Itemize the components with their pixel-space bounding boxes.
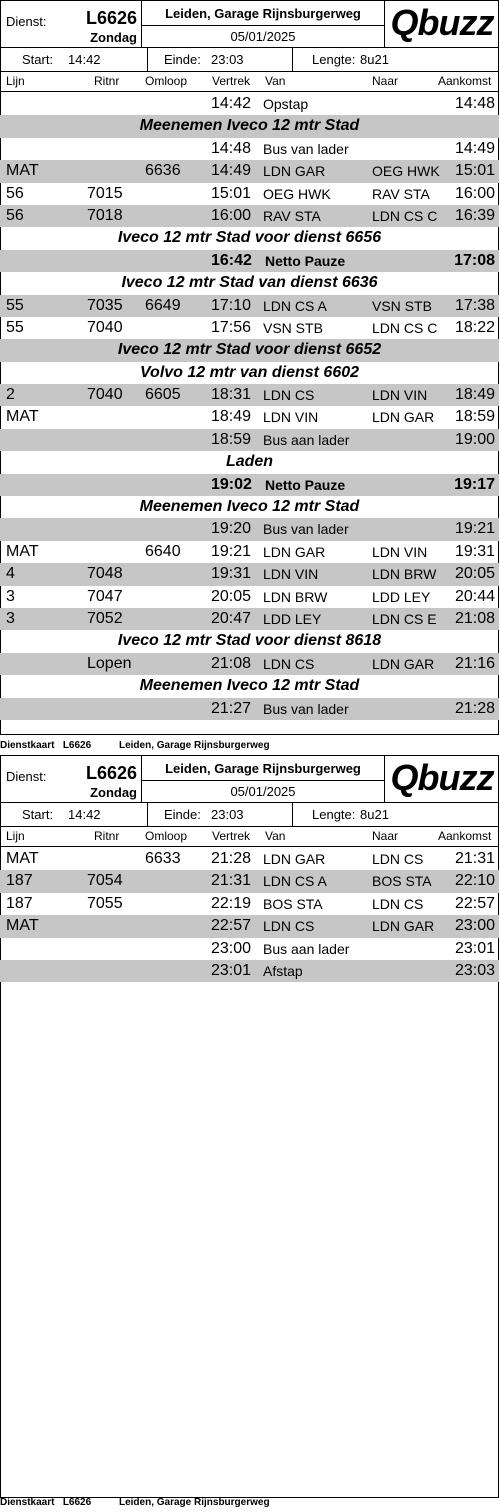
cell-aankomst: 21:16 (454, 654, 495, 672)
cell-naar: OEG HWK (372, 163, 440, 180)
cell-vertrek: 15:01 (211, 184, 252, 202)
section-title-row (0, 451, 499, 473)
footer-page-1 (0, 740, 270, 751)
section-title-row (0, 362, 499, 384)
pause-row (0, 250, 499, 272)
section-title-row (0, 675, 499, 697)
dienst-day: Zondag (90, 30, 137, 45)
cell-omloop: 6649 (145, 296, 181, 314)
cell-vertrek: 22:57 (211, 917, 252, 935)
duty-sheet-page-1 (0, 0, 499, 735)
cell-van: LDN GAR (263, 163, 326, 180)
section-title: Volvo 12 mtr van dienst 6602 (139, 363, 360, 381)
cell-vertrek: 22:19 (211, 894, 252, 912)
start-label: Start: (22, 52, 54, 67)
cell-ritnr: 7055 (87, 894, 123, 912)
cell-ritnr: 7015 (87, 184, 123, 202)
dienst-label: Dienst: (6, 14, 47, 29)
times-bar (0, 803, 499, 827)
cell-aankomst: 14:48 (454, 95, 495, 112)
pause-end: 19:17 (454, 475, 495, 493)
cell-vertrek: 19:20 (211, 520, 252, 538)
cell-naar: VSN STB (372, 297, 432, 314)
trip-row (0, 317, 499, 339)
cell-van: LDN CS (263, 918, 315, 935)
dienst-code: L6626 (85, 763, 137, 783)
cell-van: VSN STB (263, 319, 323, 336)
pause-label: Netto Pauze (265, 476, 346, 493)
trip-row (0, 183, 499, 205)
cell-aankomst: 23:01 (454, 939, 495, 957)
cell-van: LDD LEY (263, 610, 322, 627)
garage-cell (142, 0, 385, 47)
cell-aankomst: 19:21 (454, 520, 495, 538)
times-bar (0, 48, 499, 72)
col-aankomst: Aankomst (438, 829, 492, 843)
cell-van: BOS STA (263, 895, 323, 912)
trip-row (0, 915, 499, 937)
einde-time: 23:03 (211, 807, 244, 822)
col-naar: Naar (372, 829, 399, 843)
trip-row (0, 384, 499, 406)
cell-vertrek: 21:28 (211, 850, 252, 867)
cell-vertrek: 16:00 (211, 206, 252, 224)
cell-lijn: 55 (6, 318, 24, 336)
cell-vertrek: 17:10 (211, 296, 252, 314)
section-title-row (0, 630, 499, 652)
trip-row (0, 93, 499, 115)
dienst-day: Zondag (90, 785, 137, 800)
cell-omloop: 6633 (145, 850, 181, 867)
duty-sheet-page-2 (0, 755, 499, 1498)
section-title: Laden (225, 453, 274, 471)
cell-van: LDN CS A (263, 873, 327, 890)
section-title: Iveco 12 mtr Stad voor dienst 6656 (117, 229, 382, 247)
trip-row (0, 608, 499, 630)
cell-van: Bus van lader (263, 140, 349, 157)
cell-lijn: 2 (6, 386, 15, 404)
pause-row (0, 474, 499, 496)
cell-aankomst: 22:57 (454, 894, 495, 912)
cell-van: OEG HWK (263, 185, 331, 202)
cell-ritnr: 7035 (87, 296, 123, 314)
lengte-label: Lengte: (312, 52, 356, 67)
cell-van: Bus van lader (263, 521, 349, 538)
cell-aankomst: 23:00 (454, 917, 495, 935)
cell-aankomst: 18:49 (454, 386, 495, 404)
cell-naar: BOS STA (372, 873, 432, 890)
cell-naar: LDN GAR (372, 409, 435, 426)
col-ritnr: Ritnr (94, 829, 120, 843)
cell-naar: LDN CS C (372, 319, 438, 336)
trip-row (0, 893, 499, 915)
section-title: Iveco 12 mtr Stad voor dienst 8618 (117, 632, 382, 650)
pause-start: 16:42 (211, 251, 252, 269)
col-omloop: Omloop (145, 74, 188, 88)
trip-row (0, 563, 499, 585)
cell-van: Bus aan lader (263, 431, 350, 448)
cell-naar: LDD LEY (372, 588, 431, 605)
cell-ritnr: 7040 (87, 318, 123, 336)
cell-naar: LDN CS E (372, 610, 437, 627)
col-lijn: Lijn (6, 829, 25, 843)
cell-vertrek: 14:49 (211, 162, 252, 180)
col-van: Van (265, 74, 286, 88)
divider (292, 48, 293, 71)
cell-van: RAV STA (263, 207, 321, 224)
cell-van: LDN GAR (263, 851, 326, 867)
sheet-header (0, 755, 499, 803)
cell-lijn: 56 (6, 206, 24, 224)
cell-ritnr: 7052 (87, 609, 123, 627)
cell-naar: LDN VIN (372, 387, 428, 404)
footer-garage: Leiden, Garage Rijnsburgerweg (118, 1497, 270, 1508)
trip-row (0, 698, 499, 720)
cell-vertrek: 18:49 (211, 408, 252, 426)
start-time: 14:42 (68, 807, 101, 822)
trip-row (0, 429, 499, 451)
footer-garage: Leiden, Garage Rijnsburgerweg (118, 740, 270, 751)
cell-vertrek: 23:00 (211, 939, 252, 957)
footer-code: L6626 (62, 740, 92, 751)
section-title: Iveco 12 mtr Stad voor dienst 6652 (117, 341, 382, 359)
cell-van: Opstap (263, 96, 309, 112)
section-title: Meenemen Iveco 12 mtr Stad (139, 117, 360, 135)
cell-lijn: MAT (6, 408, 39, 426)
section-title-row (0, 227, 499, 249)
cell-aankomst: 18:59 (454, 408, 495, 426)
cell-van: LDN VIN (263, 566, 319, 583)
cell-lijn: 187 (6, 872, 33, 890)
cell-aankomst: 15:01 (454, 162, 495, 180)
footer-label: Dienstkaart (0, 740, 55, 751)
einde-label: Einde: (164, 52, 201, 67)
col-naar: Naar (372, 74, 399, 88)
divider (142, 780, 384, 781)
cell-vertrek: 20:05 (211, 587, 252, 605)
cell-naar: LDN GAR (372, 655, 435, 672)
cell-van: Afstap (263, 962, 303, 979)
cell-omloop: 6605 (145, 386, 181, 404)
cell-omloop: 6640 (145, 542, 181, 560)
cell-ritnr: Lopen (87, 654, 132, 672)
lengte-value: 8u21 (360, 807, 389, 822)
cell-aankomst: 22:10 (454, 872, 495, 890)
col-vertrek: Vertrek (212, 74, 251, 88)
cell-aankomst: 20:05 (454, 565, 495, 583)
cell-vertrek: 18:31 (211, 386, 252, 404)
sheet-header (0, 0, 499, 48)
cell-aankomst: 14:49 (454, 139, 495, 157)
cell-vertrek: 19:21 (211, 542, 252, 560)
cell-van: LDN GAR (263, 543, 326, 560)
section-title: Meenemen Iveco 12 mtr Stad (139, 677, 360, 695)
einde-label: Einde: (164, 807, 201, 822)
cell-van: LDN CS (263, 387, 315, 404)
cell-ritnr: 7048 (87, 565, 123, 583)
cell-aankomst: 18:22 (454, 318, 495, 336)
duty-rows (0, 93, 499, 720)
section-title-row (0, 496, 499, 518)
cell-aankomst: 19:31 (454, 542, 495, 560)
garage-cell (142, 755, 385, 802)
trip-row (0, 848, 499, 870)
cell-van: LDN BRW (263, 588, 328, 605)
cell-naar: LDN CS (372, 851, 424, 867)
cell-vertrek: 21:27 (211, 699, 252, 717)
col-aankomst: Aankomst (438, 74, 492, 88)
lengte-label: Lengte: (312, 807, 356, 822)
divider (147, 48, 148, 71)
cell-aankomst: 21:08 (454, 609, 495, 627)
logo-cell (385, 0, 499, 47)
divider (292, 803, 293, 826)
cell-van: LDN VIN (263, 409, 319, 426)
trip-row (0, 295, 499, 317)
cell-vertrek: 18:59 (211, 430, 252, 448)
col-lijn: Lijn (6, 74, 25, 88)
trip-row (0, 586, 499, 608)
col-van: Van (265, 829, 286, 843)
footer-label: Dienstkaart (0, 1497, 55, 1508)
cell-van: LDN CS (263, 655, 315, 672)
trip-row (0, 653, 499, 675)
lengte-value: 8u21 (360, 52, 389, 67)
cell-vertrek: 17:56 (211, 318, 252, 336)
cell-naar: LDN VIN (372, 543, 428, 560)
service-date: 05/01/2025 (230, 29, 296, 44)
cell-lijn: MAT (6, 162, 39, 180)
start-time: 14:42 (68, 52, 101, 67)
cell-vertrek: 14:48 (211, 139, 252, 157)
cell-naar: LDN GAR (372, 918, 435, 935)
cell-lijn: 187 (6, 894, 33, 912)
divider (147, 803, 148, 826)
section-title: Meenemen Iveco 12 mtr Stad (139, 498, 360, 516)
cell-ritnr: 7047 (87, 587, 123, 605)
cell-ritnr: 7054 (87, 872, 123, 890)
cell-omloop: 6636 (145, 162, 181, 180)
trip-row (0, 138, 499, 160)
divider (142, 25, 384, 26)
cell-lijn: 3 (6, 587, 15, 605)
footer-code: L6626 (62, 1497, 92, 1508)
col-vertrek: Vertrek (212, 829, 251, 843)
cell-lijn: 3 (6, 609, 15, 627)
pause-start: 19:02 (211, 475, 252, 493)
start-label: Start: (22, 807, 54, 822)
logo-cell (385, 755, 499, 802)
cell-vertrek: 14:42 (211, 95, 252, 112)
cell-lijn: MAT (6, 917, 39, 935)
cell-naar: LDN CS (372, 895, 424, 912)
qbuzz-logo: Qbuzz (390, 2, 494, 43)
cell-ritnr: 7040 (87, 386, 123, 404)
column-headers (0, 827, 499, 847)
cell-aankomst: 23:03 (454, 961, 495, 979)
col-ritnr: Ritnr (94, 74, 120, 88)
section-title-row (0, 272, 499, 294)
trip-row (0, 406, 499, 428)
cell-naar: LDN CS C (372, 207, 438, 224)
col-omloop: Omloop (145, 829, 188, 843)
cell-naar: LDN BRW (372, 566, 437, 583)
service-date: 05/01/2025 (230, 784, 296, 799)
einde-time: 23:03 (211, 52, 244, 67)
dienst-cell (0, 755, 142, 802)
trip-row (0, 160, 499, 182)
section-title-row (0, 339, 499, 361)
cell-lijn: 4 (6, 565, 15, 583)
cell-aankomst: 17:38 (454, 296, 495, 314)
cell-van: Bus van lader (263, 700, 349, 717)
trip-row (0, 870, 499, 892)
trip-row (0, 541, 499, 563)
cell-aankomst: 19:00 (454, 430, 495, 448)
cell-lijn: 56 (6, 184, 24, 202)
garage-name: Leiden, Garage Rijnsburgerweg (165, 761, 361, 776)
cell-naar: RAV STA (372, 185, 430, 202)
trip-row (0, 938, 499, 960)
cell-aankomst: 21:28 (454, 699, 495, 717)
cell-ritnr: 7018 (87, 206, 123, 224)
pause-end: 17:08 (454, 251, 495, 269)
cell-vertrek: 23:01 (211, 961, 252, 979)
dienst-label: Dienst: (6, 769, 47, 784)
cell-van: LDN CS A (263, 297, 327, 314)
duty-rows (0, 848, 499, 982)
footer-page-2 (0, 1497, 270, 1508)
cell-aankomst: 21:31 (454, 850, 495, 867)
qbuzz-logo: Qbuzz (390, 757, 494, 798)
section-title-row (0, 115, 499, 137)
cell-lijn: MAT (6, 850, 39, 867)
column-headers (0, 72, 499, 92)
cell-vertrek: 21:31 (211, 872, 252, 890)
cell-aankomst: 16:00 (454, 184, 495, 202)
dienst-code: L6626 (85, 8, 137, 28)
section-title: Iveco 12 mtr Stad van dienst 6636 (121, 274, 378, 292)
dienst-cell (0, 0, 142, 47)
pause-label: Netto Pauze (265, 252, 346, 269)
cell-lijn: MAT (6, 542, 39, 560)
cell-vertrek: 21:08 (211, 654, 252, 672)
cell-van: Bus aan lader (263, 940, 350, 957)
cell-aankomst: 16:39 (454, 206, 495, 224)
garage-name: Leiden, Garage Rijnsburgerweg (165, 6, 361, 21)
cell-vertrek: 20:47 (211, 609, 252, 627)
cell-aankomst: 20:44 (454, 587, 495, 605)
trip-row (0, 205, 499, 227)
cell-lijn: 55 (6, 296, 24, 314)
cell-vertrek: 19:31 (211, 565, 252, 583)
trip-row (0, 518, 499, 540)
trip-row (0, 960, 499, 982)
